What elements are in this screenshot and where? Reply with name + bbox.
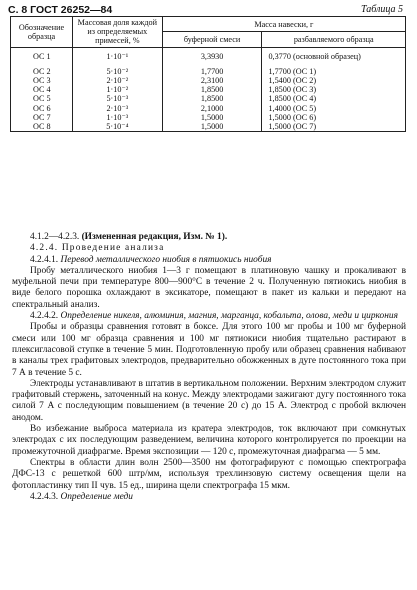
subsection-title: Определение меди (60, 491, 133, 502)
row-name: ОС 5 (11, 94, 73, 103)
page-header: С. 8 ГОСТ 26252—84 (8, 4, 113, 16)
row-buffer: 2,1000 (162, 104, 262, 113)
row-name: ОС 2 (11, 67, 73, 76)
row-name: ОС 8 (11, 122, 73, 132)
row-diluted: 1,8500 (ОС 3) (262, 85, 406, 94)
subsection-number: 4.2.4.2. (30, 311, 61, 322)
row-fraction: 5·10⁻³ (72, 94, 162, 103)
row-buffer: 2,3100 (162, 76, 262, 85)
table-row (11, 104, 406, 113)
row-fraction: 2·10⁻² (72, 76, 162, 85)
row-fraction: 5·10⁻⁴ (72, 122, 162, 132)
table-row (11, 67, 406, 76)
table-label: Таблица 5 (361, 4, 403, 15)
row-name: ОС 3 (11, 76, 73, 85)
row-buffer: 1,5000 (162, 122, 262, 132)
table-row (11, 76, 406, 85)
table-row (11, 113, 406, 122)
subsection-number: 4.2.4.1. (30, 254, 61, 265)
subsection-heading (12, 255, 406, 266)
table-row (11, 47, 406, 67)
table-row (11, 85, 406, 94)
row-fraction: 1·10⁻³ (72, 113, 162, 122)
table-row (11, 122, 406, 132)
col-header-buffer: буферной смеси (162, 32, 262, 47)
row-diluted: 1,8500 (ОС 4) (262, 94, 406, 103)
col-header-mass-fraction: Массовая доля каждой из определяемых примесей, % (72, 17, 162, 48)
subsection-title: Перевод металлического ниобия в пятиокись ниобия (60, 254, 272, 265)
row-name: ОС 6 (11, 104, 73, 113)
paragraph: Электроды устанавливают в штатив в вертикальном положении. Верхним электродом служит графитовый стержень, заточенный на конус. Между электродами зажигают дугу постоянного тока силой 7 А с последующим повышением (в течение 20 с) до 15 А. Электрод с пробой включен анодом. (12, 378, 406, 423)
row-diluted: 1,5400 (ОС 2) (262, 76, 406, 85)
row-diluted: 0,3770 (основной образец) (262, 47, 406, 67)
subsection-heading (12, 311, 406, 322)
subsection-number: 4.2.4.3. (30, 491, 61, 502)
subsection-title: Определение никеля, алюминия, магния, марганца, кобальта, олова, меди и циркония (60, 311, 398, 322)
row-fraction: 1·10⁻² (72, 85, 162, 94)
sample-table (10, 16, 406, 132)
subsection-heading (12, 492, 406, 503)
table-row (11, 94, 406, 103)
row-fraction: 5·10⁻² (72, 67, 162, 76)
amendment-text: (Измененная редакция, Изм. № 1). (81, 232, 228, 242)
amendment-note (12, 232, 406, 243)
row-diluted: 1,5000 (ОС 6) (262, 113, 406, 122)
row-name: ОС 4 (11, 85, 73, 94)
paragraph: Пробу металлического ниобия 1—3 г помещают в платиновую чашку и прокаливают в муфельной печи при температуре 800—900°С в течение 2 ч. Полученную пятиокись ниобия в виде белого порошка охлаждают в эксикаторе, помещают в пакет из кальки и передают на спектральный анализ. (12, 265, 406, 310)
row-buffer: 1,7700 (162, 67, 262, 76)
row-diluted: 1,5000 (ОС 7) (262, 122, 406, 132)
row-diluted: 1,7700 (ОС 1) (262, 67, 406, 76)
col-header-designation: Обозначение образца (11, 17, 73, 48)
paragraph: Во избежание выброса материала из кратера электродов, ток включают при сомкнутых электродах с их последующим разведением, величина которого контролируется по проекции на промежуточной диафрагме. Время экспозиции — 120 с, промежуточная диафрагма — 5 мм. (12, 424, 406, 457)
row-name: ОС 1 (11, 47, 73, 67)
row-buffer: 1,8500 (162, 85, 262, 94)
col-header-diluted: разбавляемого образца (262, 32, 406, 47)
row-diluted: 1,4000 (ОС 5) (262, 104, 406, 113)
paragraph: Спектры в области длин волн 2500—3500 нм фотографируют с помощью спектрографа ДФС-13 с решеткой 600 штр/мм, используя трехлинзовую систему освещения щели на фотопластинку тип II чув. 15 ед., ширина щели спектрографа 15 мкм. (12, 457, 406, 491)
body-text (12, 232, 406, 503)
row-name: ОС 7 (11, 113, 73, 122)
row-fraction: 2·10⁻³ (72, 104, 162, 113)
col-header-weight-group: Масса навески, г (162, 17, 405, 32)
row-fraction: 1·10⁻¹ (72, 47, 162, 67)
paragraph: Пробы и образцы сравнения готовят в боксе. Для этого 100 мг пробы и 100 мг буферной смеси или 100 мг образца сравнения и 100 мг пятиокиси ниобия тщательно растирают в плексигласовой ступке в течение 5 мин. Подготовленную пробу или образец сравнения набивают в каналы трех графитовых электродов, предварительно обожженных в дуге постоянного тока при 7 А в течение 5 с. (12, 322, 406, 378)
row-buffer: 3,3930 (162, 47, 262, 67)
section-heading: 4.2.4. Проведение анализа (30, 243, 165, 254)
amendment-ref: 4.1.2—4.2.3. (30, 232, 82, 242)
row-buffer: 1,8500 (162, 94, 262, 103)
row-buffer: 1,5000 (162, 113, 262, 122)
